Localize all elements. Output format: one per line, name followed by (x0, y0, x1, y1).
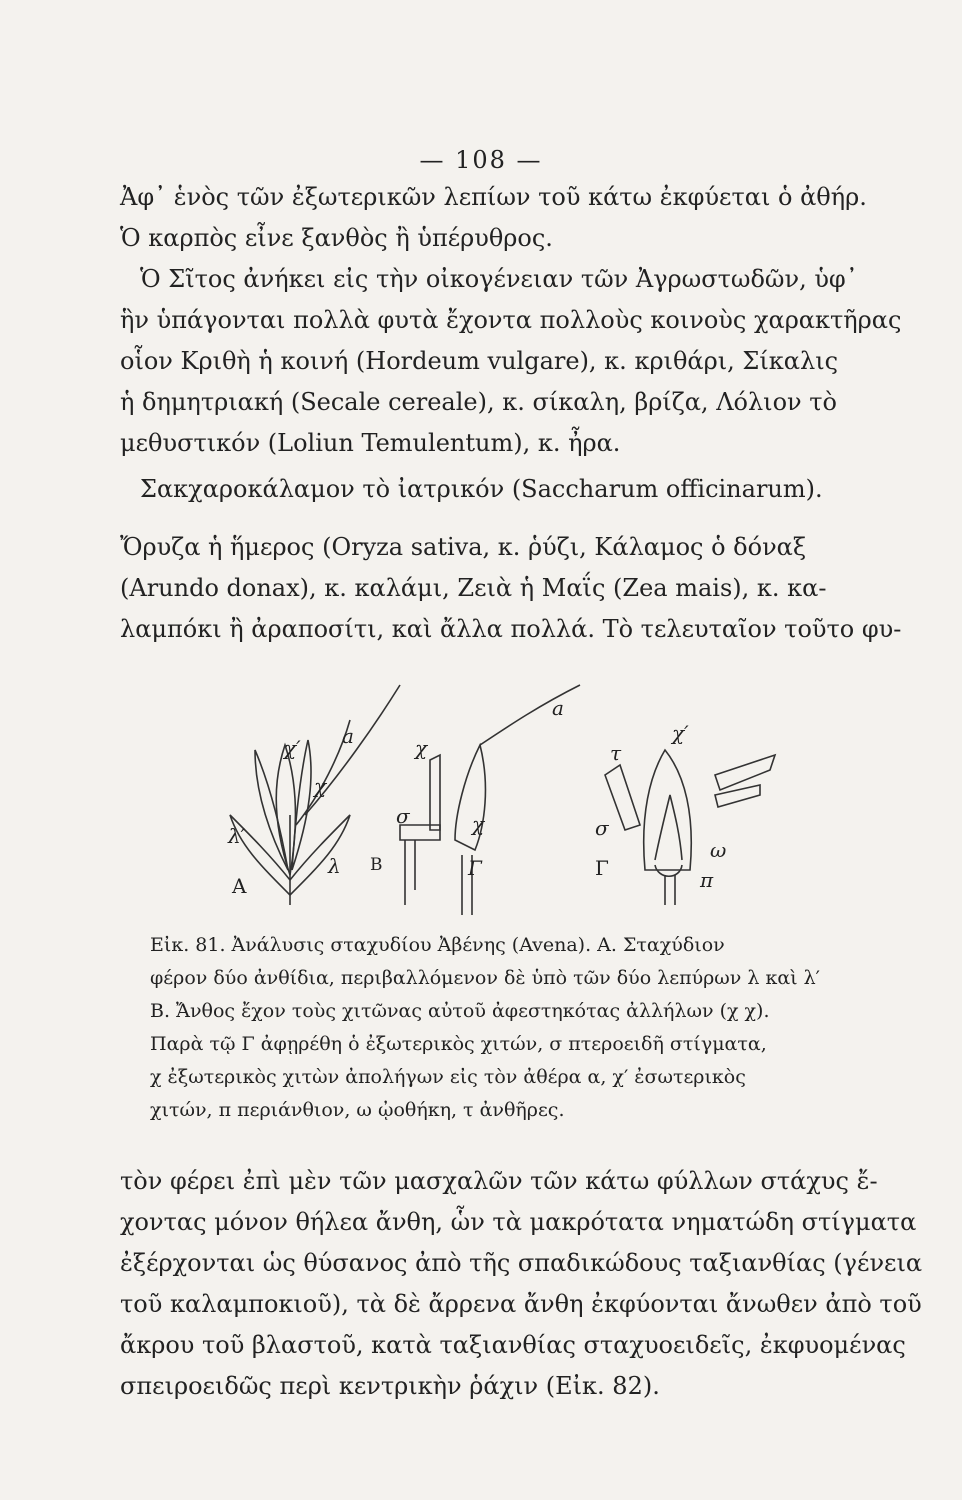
text-line: ἄκρου τοῦ βλαστοῦ, κατὰ ταξιανθίας σταχυοειδεῖς, ἐκφυομένας (120, 1331, 906, 1359)
caption-line: Β. Ἄνθος ἔχον τοὺς χιτῶνας αὐτοῦ ἀφεστηκότας ἀλλήλων (χ χ). (150, 1000, 770, 1022)
figure-label: ω (710, 838, 727, 862)
figure-label: χ′ (284, 736, 301, 760)
text-line: Ὁ καρπὸς εἶνε ξανθὸς ἢ ὑπέρυθρος. (120, 224, 553, 252)
figure-label: χ′ (672, 721, 689, 745)
figure-label: χ (472, 812, 485, 836)
figure-label: λ′ (228, 824, 246, 848)
figure-label: Γ (595, 856, 609, 880)
caption-line: φέρον δύο ἀνθίδια, περιβαλλόμενον δὲ ὑπὸ τῶν δύο λεπύρων λ καὶ λ′ (150, 967, 821, 989)
text-line: (Arundo donax), κ. καλάμι, Ζειὰ ἡ Μαΐς (Zea mais), κ. κα- (120, 574, 827, 602)
figure-g-flower (605, 750, 775, 905)
text-line: οἷον Κριθὴ ἡ κοινή (Hordeum vulgare), κ. κριθάρι, Σίκαλις (120, 347, 839, 375)
caption-line: χιτών, π περιάνθιον, ω ᾠοθήκη, τ ἀνθῆρες. (150, 1099, 565, 1121)
figure-label: τ (610, 741, 622, 765)
text-line: τὸν φέρει ἐπὶ μὲν τῶν μασχαλῶν τῶν κάτω φύλλων στάχυς ἔ- (120, 1167, 878, 1195)
text-line: λαμπόκι ἢ ἀραποσίτι, καὶ ἄλλα πολλά. Τὸ τελευταῖον τοῦτο φυ- (120, 615, 902, 643)
text-line: ἐξέρχονται ὡς θύσανος ἀπὸ τῆς σπαδικώδους ταξιανθίας (γένεια (120, 1249, 923, 1277)
text-line: Ἀφ᾽ ἑνὸς τῶν ἐξωτερικῶν λεπίων τοῦ κάτω ἐκφύεται ὁ ἀθήρ. (120, 183, 867, 211)
figure-label: A (232, 874, 247, 898)
text-line: ἣν ὑπάγονται πολλὰ φυτὰ ἔχοντα πολλοὺς κοινοὺς χαρακτῆρας (120, 306, 902, 334)
text-line: ἡ δημητριακή (Secale cereale), κ. σίκαλη, βρίζα, Λόλιον τὸ (120, 388, 837, 416)
text-line: μεθυστικόν (Loliun Temulentum), κ. ἦρα. (120, 429, 621, 457)
figure-label: σ (396, 804, 410, 828)
text-line: Σακχαροκάλαμον τὸ ἰατρικόν (Saccharum officinarum). (140, 475, 823, 503)
figure-label: σ (595, 816, 609, 840)
avena-spikelet-illustration (200, 665, 800, 935)
text-line: Ὁ Σῖτος ἀνήκει εἰς τὴν οἰκογένειαν τῶν Ἀγρωστωδῶν, ὑφ᾽ (140, 265, 858, 293)
text-line: Ὄρυζα ἡ ἥμερος (Oryza sativa, κ. ῥύζι, Κάλαμος ὁ δόναξ (120, 533, 807, 561)
caption-line: Παρὰ τῷ Γ ἀφῃρέθη ὁ ἐξωτερικὸς χιτών, σ πτεροειδῆ στίγματα, (150, 1033, 767, 1055)
figure-label: a (342, 724, 354, 748)
figure-label: χ (314, 774, 327, 798)
figure-label: Γ (468, 856, 482, 880)
figure-label: χ (415, 736, 428, 760)
page-number: — 108 — (419, 146, 543, 174)
figure-label: λ (328, 854, 341, 878)
figure-label: π (700, 868, 714, 892)
caption-line: Εἰκ. 81. Ἀνάλυσις σταχυδίου Ἀβένης (Avena). Α. Σταχύδιον (150, 934, 725, 956)
figure-label: a (552, 696, 564, 720)
text-line: τοῦ καλαμποκιοῦ), τὰ δὲ ἄρρενα ἄνθη ἐκφύονται ἄνωθεν ἀπὸ τοῦ (120, 1290, 922, 1318)
figure-label: Β (370, 855, 383, 875)
text-line: χοντας μόνον θήλεα ἄνθη, ὧν τὰ μακρότατα νηματώδη στίγματα (120, 1208, 917, 1236)
caption-line: χ ἐξωτερικὸς χιτὼν ἀπολήγων εἰς τὸν ἀθέρα α, χ′ ἐσωτερικὸς (150, 1066, 746, 1088)
text-line: σπειροειδῶς περὶ κεντρικὴν ῥάχιν (Εἰκ. 82). (120, 1372, 660, 1400)
